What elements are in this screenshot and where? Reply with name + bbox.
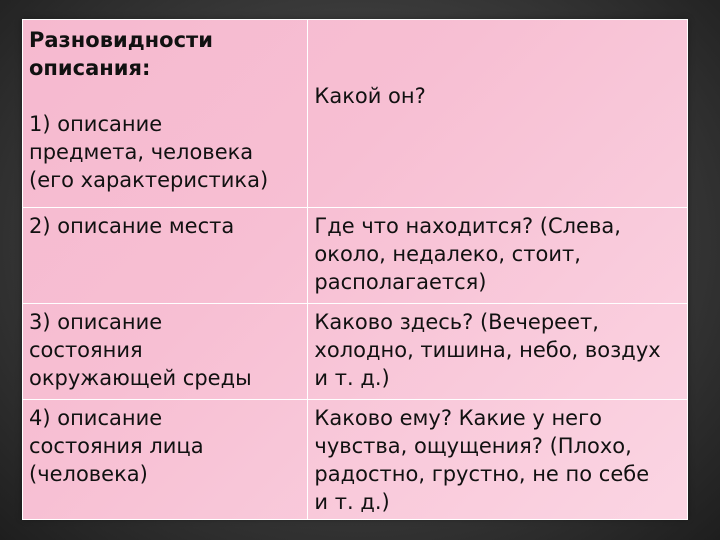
cell-text-line: (его характеристика) <box>29 168 269 192</box>
description-types-table <box>22 19 688 519</box>
cell-text-line: состояния <box>29 338 143 362</box>
table-row <box>23 20 688 208</box>
table-cell-type <box>23 20 308 208</box>
cell-text-line: предмета, человека <box>29 140 254 164</box>
table-heading-line: Разновидности <box>29 28 213 52</box>
table-cell-question <box>308 304 688 400</box>
cell-text-line: Какой он? <box>314 84 426 108</box>
cell-text-line: холодно, тишина, небо, воздух <box>314 338 661 362</box>
table-cell-question <box>308 208 688 304</box>
table-cell-type <box>23 304 308 400</box>
cell-text-line: Каково ему? Какие у него <box>314 406 602 430</box>
cell-text-line: 3) описание <box>29 310 163 334</box>
table-row <box>23 208 688 304</box>
cell-text-line: радостно, грустно, не по себе <box>314 462 650 486</box>
cell-text-line: около, недалеко, стоит, <box>314 242 581 266</box>
table-row <box>23 304 688 400</box>
cell-text-line: окружающей среды <box>29 366 252 390</box>
cell-text-line: Где что находится? (Слева, <box>314 214 621 238</box>
cell-text-line: 1) описание <box>29 112 163 136</box>
table-row <box>23 400 688 520</box>
cell-text-line: 2) описание места <box>29 214 235 238</box>
cell-text-line: состояния лица <box>29 434 204 458</box>
cell-text-line: Каково здесь? (Вечереет, <box>314 310 599 334</box>
cell-text-line: и т. д.) <box>314 490 390 514</box>
cell-text-line: располагается) <box>314 270 487 294</box>
cell-text-line: чувства, ощущения? (Плохо, <box>314 434 632 458</box>
table-cell-type <box>23 400 308 520</box>
table-heading-line: описания: <box>29 56 151 80</box>
cell-text-line: 4) описание <box>29 406 163 430</box>
table-cell-type <box>23 208 308 304</box>
table-cell-question <box>308 20 688 208</box>
cell-text-line: (человека) <box>29 462 148 486</box>
table-cell-question <box>308 400 688 520</box>
table-grid <box>22 19 688 520</box>
cell-text-line: и т. д.) <box>314 366 390 390</box>
